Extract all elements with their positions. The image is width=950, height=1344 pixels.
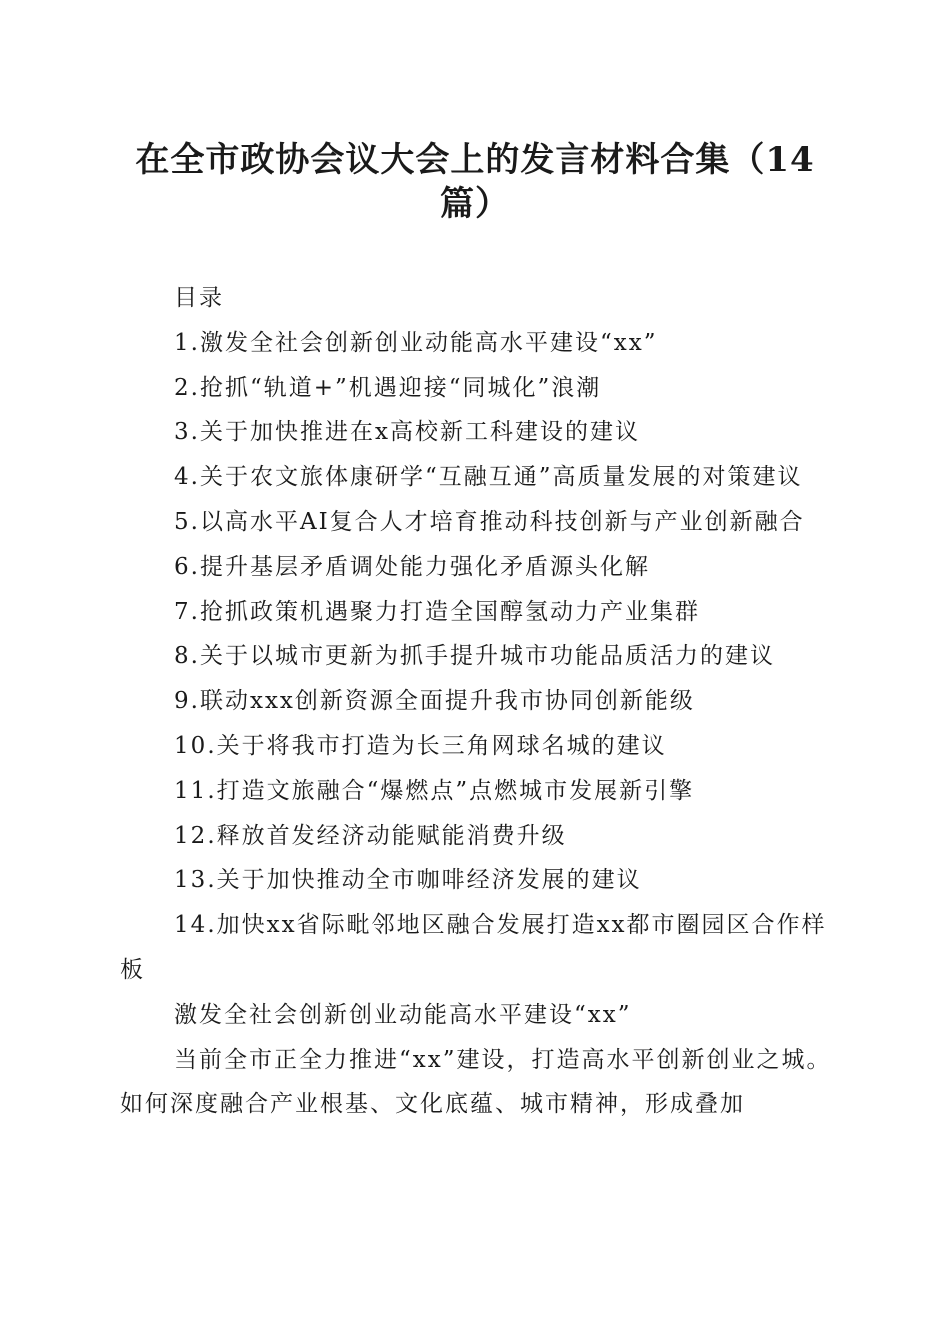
toc-item: 2.抢抓“轨道+”机遇迎接“同城化”浪潮 — [174, 374, 602, 401]
document-body — [120, 276, 832, 1127]
toc-item: 8.关于以城市更新为抓手提升城市功能品质活力的建议 — [174, 643, 775, 670]
document-title: 在全市政协会议大会上的发言材料合集（14篇） — [135, 140, 815, 224]
toc-item: 14.加快xx省际毗邻地区融合发展打造xx都市圈园区合作样板 — [120, 912, 827, 983]
toc-item: 4.关于农文旅体康研学“互融互通”高质量发展的对策建议 — [174, 464, 803, 491]
toc-item: 11.打造文旅融合“爆燃点”点燃城市发展新引擎 — [174, 777, 695, 804]
section-heading: 激发全社会创新创业动能高水平建设“xx” — [174, 1001, 632, 1028]
toc-item: 9.联动xxx创新资源全面提升我市协同创新能级 — [174, 688, 695, 715]
toc-item: 12.释放首发经济动能赋能消费升级 — [174, 822, 567, 849]
toc-item: 6.提升基层矛盾调处能力强化矛盾源头化解 — [174, 553, 650, 580]
toc-item: 7.抢抓政策机遇聚力打造全国醇氢动力产业集群 — [174, 598, 700, 625]
table-of-contents — [120, 321, 832, 993]
toc-item: 10.关于将我市打造为长三角网球名城的建议 — [174, 732, 667, 759]
toc-heading: 目录 — [174, 285, 225, 311]
body-paragraph: 当前全市正全力推进“xx”建设，打造高水平创新创业之城。如何深度融合产业根基、文化底蕴、城市精神，形成叠加 — [120, 1046, 832, 1118]
toc-item: 5.以高水平AI复合人才培育推动科技创新与产业创新融合 — [174, 508, 805, 535]
toc-item: 1.激发全社会创新创业动能高水平建设“xx” — [174, 329, 658, 356]
toc-item: 13.关于加快推动全市咖啡经济发展的建议 — [174, 867, 642, 894]
toc-item: 3.关于加快推进在x高校新工科建设的建议 — [174, 419, 640, 446]
